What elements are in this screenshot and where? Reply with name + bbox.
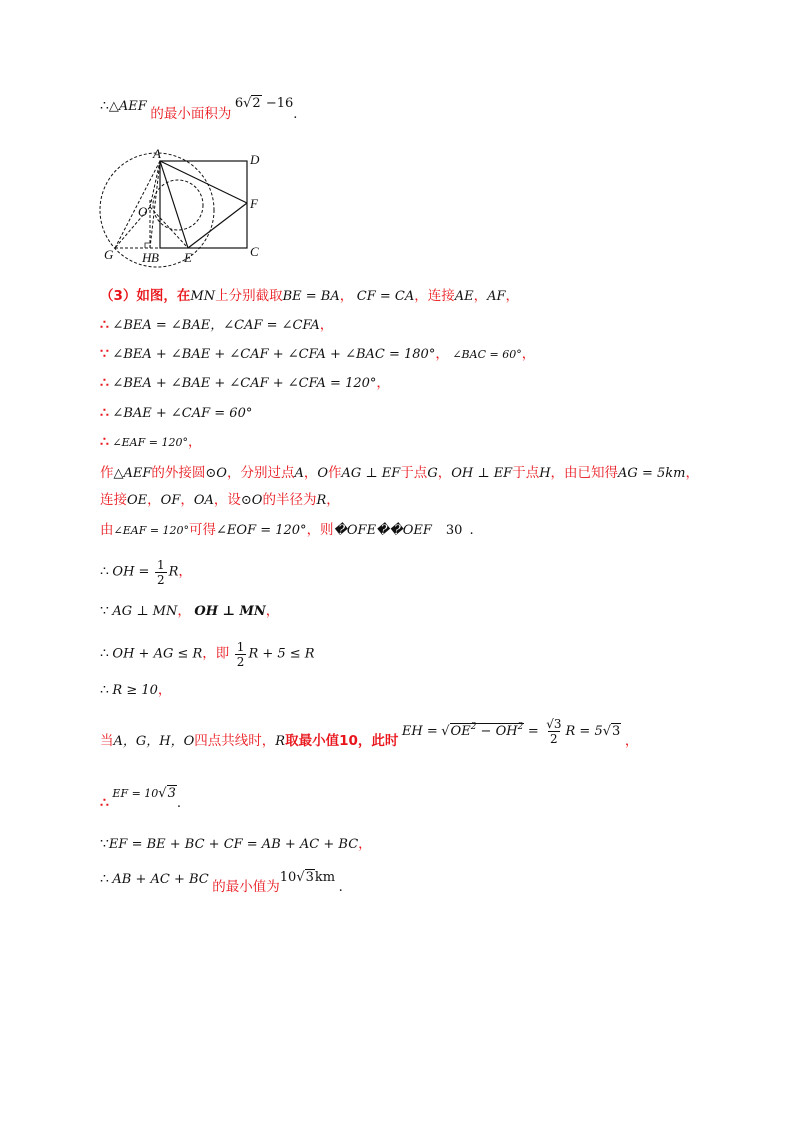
end: ， <box>376 375 390 391</box>
t1: 当 <box>100 733 114 749</box>
end: ， <box>187 434 202 450</box>
end: ， <box>178 563 192 580</box>
end: . <box>469 523 474 538</box>
s3-line2 <box>100 315 333 336</box>
ag-perp-ef: AG ⊥ EF <box>341 466 401 481</box>
min-value-text: 的最小值为 <box>212 879 280 895</box>
connect-text: ，连接 <box>414 288 455 304</box>
point-g: G <box>427 466 438 481</box>
ineq-rest: R + 5 ≤ R <box>248 646 315 662</box>
mid-text: 上分别截取 <box>215 288 283 304</box>
s3-line8 <box>100 490 340 511</box>
end: . <box>176 796 182 811</box>
ag-value: AG = 5km <box>618 466 686 481</box>
sep: ， <box>435 346 449 362</box>
t3: ，分别过点 <box>226 465 295 481</box>
perimeter-expr: AB + AC + BC <box>112 872 209 887</box>
c1: ， <box>147 492 161 508</box>
label-g: G <box>104 247 114 262</box>
end: ， <box>685 465 699 481</box>
therefore-symbol: ∴ <box>100 375 109 391</box>
lhs: OH = <box>112 564 150 580</box>
s3-line17 <box>100 869 343 895</box>
s3-line11 <box>100 601 279 622</box>
eq-cf-ca: CF = CA <box>356 289 415 304</box>
point-o: O <box>317 466 329 481</box>
ag-perp-mn: AG ⊥ MN <box>112 604 178 619</box>
circle-o: ⊙O <box>205 466 227 481</box>
t2: 的外接圆 <box>151 465 206 481</box>
ineq: OH + AG ≤ R <box>112 646 203 662</box>
value-30: 30 <box>445 523 463 538</box>
t1: 连接 <box>100 492 127 508</box>
expr-bac: ∠BAC = 60° <box>452 348 522 361</box>
label-c: C <box>250 244 259 259</box>
eh-formula: EH = $√OE^2 - OH^2$ = $\frac{√3}{2}$ R = 5√3 <box>401 717 621 747</box>
t1: 由 <box>100 522 114 538</box>
t4: 作 <box>328 465 342 481</box>
geometry-figure <box>95 145 275 270</box>
therefore-symbol: ∴ <box>100 98 109 114</box>
end: . <box>338 880 343 895</box>
label-a: A <box>153 146 161 161</box>
comma: ， <box>473 288 488 304</box>
label-f: F <box>250 196 258 211</box>
therefore-symbol: ∴ <box>100 871 109 887</box>
because-symbol: ∵ <box>100 603 109 619</box>
therefore-symbol: ∴ <box>100 405 109 421</box>
t2: 四点共线时， <box>194 733 276 749</box>
sep: ， <box>177 603 191 619</box>
segment-af <box>160 161 247 203</box>
eof: ∠EOF = 120° <box>216 523 307 538</box>
points: A，G，H，O <box>113 734 195 749</box>
t3: ，则 <box>306 522 334 538</box>
oa: OA <box>193 493 214 508</box>
s3-line4 <box>100 373 390 394</box>
because-symbol: ∵ <box>100 836 109 852</box>
end: ， <box>326 492 340 508</box>
because-symbol: ∵ <box>100 346 109 362</box>
mn: MN <box>190 289 216 304</box>
expr: ∠BEA + ∠BAE + ∠CAF + ∠CFA + ∠BAC = 180° <box>112 347 436 362</box>
t2: ，设 <box>213 492 241 508</box>
radius-r: R <box>275 734 286 749</box>
right-angle-mark <box>145 243 150 248</box>
s3-line5 <box>100 403 252 424</box>
t3: 的半径为 <box>262 492 317 508</box>
t7: ，由已知得 <box>550 465 619 481</box>
therefore-symbol: ∴ <box>100 563 109 580</box>
ef-value: EF = 10√3 <box>112 786 176 801</box>
s3-line6 <box>100 432 201 453</box>
therefore-symbol: ∴ <box>100 645 109 662</box>
therefore-symbol: ∴ <box>100 317 109 333</box>
s3-line9 <box>100 520 474 541</box>
s3-line7 <box>100 463 699 484</box>
fraction-half: $\frac{1}{2}$ <box>156 558 165 587</box>
s3-line16 <box>100 834 372 855</box>
t2: 可得 <box>189 522 217 538</box>
expr: ∠BEA + ∠BAE + ∠CAF + ∠CFA = 120° <box>112 376 377 391</box>
s3-line15 <box>100 786 182 811</box>
c1: ， <box>303 465 318 481</box>
t6: 于点 <box>512 465 540 481</box>
label-h: H <box>142 250 152 265</box>
eq-be-ba: BE = BA <box>282 289 340 304</box>
therefore-symbol: ∴ <box>100 682 109 698</box>
label-d: D <box>250 152 260 167</box>
t5: 于点 <box>400 465 428 481</box>
min-area-value: 6√2 −16 <box>234 96 294 111</box>
label-e: E <box>184 250 192 265</box>
oh-perp-mn: OH ⊥ MN <box>194 604 266 619</box>
end: ， <box>358 836 372 852</box>
s3-line10 <box>100 558 192 587</box>
label-b: B <box>151 250 159 265</box>
period: . <box>293 107 298 122</box>
s3-line14 <box>100 717 639 756</box>
segment-ae <box>160 161 188 248</box>
garbled-angles: �OFE��OEF <box>333 523 432 538</box>
end: ， <box>157 682 172 698</box>
end: ， <box>319 317 334 333</box>
end: ， <box>505 288 520 304</box>
min-area-text: 的最小面积为 <box>150 106 232 122</box>
intro-text: （3）如图，在 <box>100 288 191 304</box>
c2: ， <box>437 465 452 481</box>
therefore-symbol: ∴ <box>100 795 109 811</box>
ae: AE <box>454 289 474 304</box>
segment-ef <box>188 203 247 248</box>
square-abcd <box>160 161 247 248</box>
r-ge-10: R ≥ 10 <box>112 683 158 698</box>
s3-line13 <box>100 680 171 701</box>
end: ， <box>265 603 280 619</box>
point-h: H <box>539 466 551 481</box>
rhs: R <box>168 564 179 580</box>
oe: OE <box>127 493 148 508</box>
line-min-area <box>100 96 298 122</box>
oh-perp-ef: OH ⊥ EF <box>451 466 513 481</box>
triangle-aef: △AEF <box>108 99 147 114</box>
of: OF <box>160 493 181 508</box>
t1: 作 <box>100 465 114 481</box>
radius-r: R <box>316 493 327 508</box>
sep: ，即 <box>202 645 230 662</box>
expr: ∠EAF = 120° <box>112 436 188 449</box>
ef-sum: EF = BE + BC + CF = AB + AC + BC <box>108 837 359 852</box>
segment-oe <box>150 207 188 248</box>
sep: ， <box>339 288 354 304</box>
point-a: A <box>294 466 304 481</box>
s3-line12 <box>100 640 315 669</box>
segment-ah <box>150 161 160 248</box>
expr: ∠BAE + ∠CAF = 60° <box>112 406 253 421</box>
segment-oa <box>150 161 160 207</box>
min-value: 10√3km <box>279 870 336 885</box>
c2: ， <box>180 492 194 508</box>
fraction-half: $\frac{1}{2}$ <box>236 640 245 669</box>
end: ， <box>521 346 536 362</box>
t3: 取最小值10，此时 <box>285 733 399 749</box>
end: ， <box>624 733 639 749</box>
expr: ∠BEA = ∠BAE，∠CAF = ∠CFA <box>112 318 320 333</box>
eaf: ∠EAF = 120° <box>113 524 190 537</box>
s3-line3 <box>100 344 535 365</box>
circle-o: ⊙O <box>240 493 263 508</box>
af: AF <box>487 289 506 304</box>
s3-line1 <box>100 286 519 307</box>
label-o: O <box>138 204 148 219</box>
triangle-aef: △AEF <box>113 466 152 481</box>
therefore-symbol: ∴ <box>100 434 109 450</box>
